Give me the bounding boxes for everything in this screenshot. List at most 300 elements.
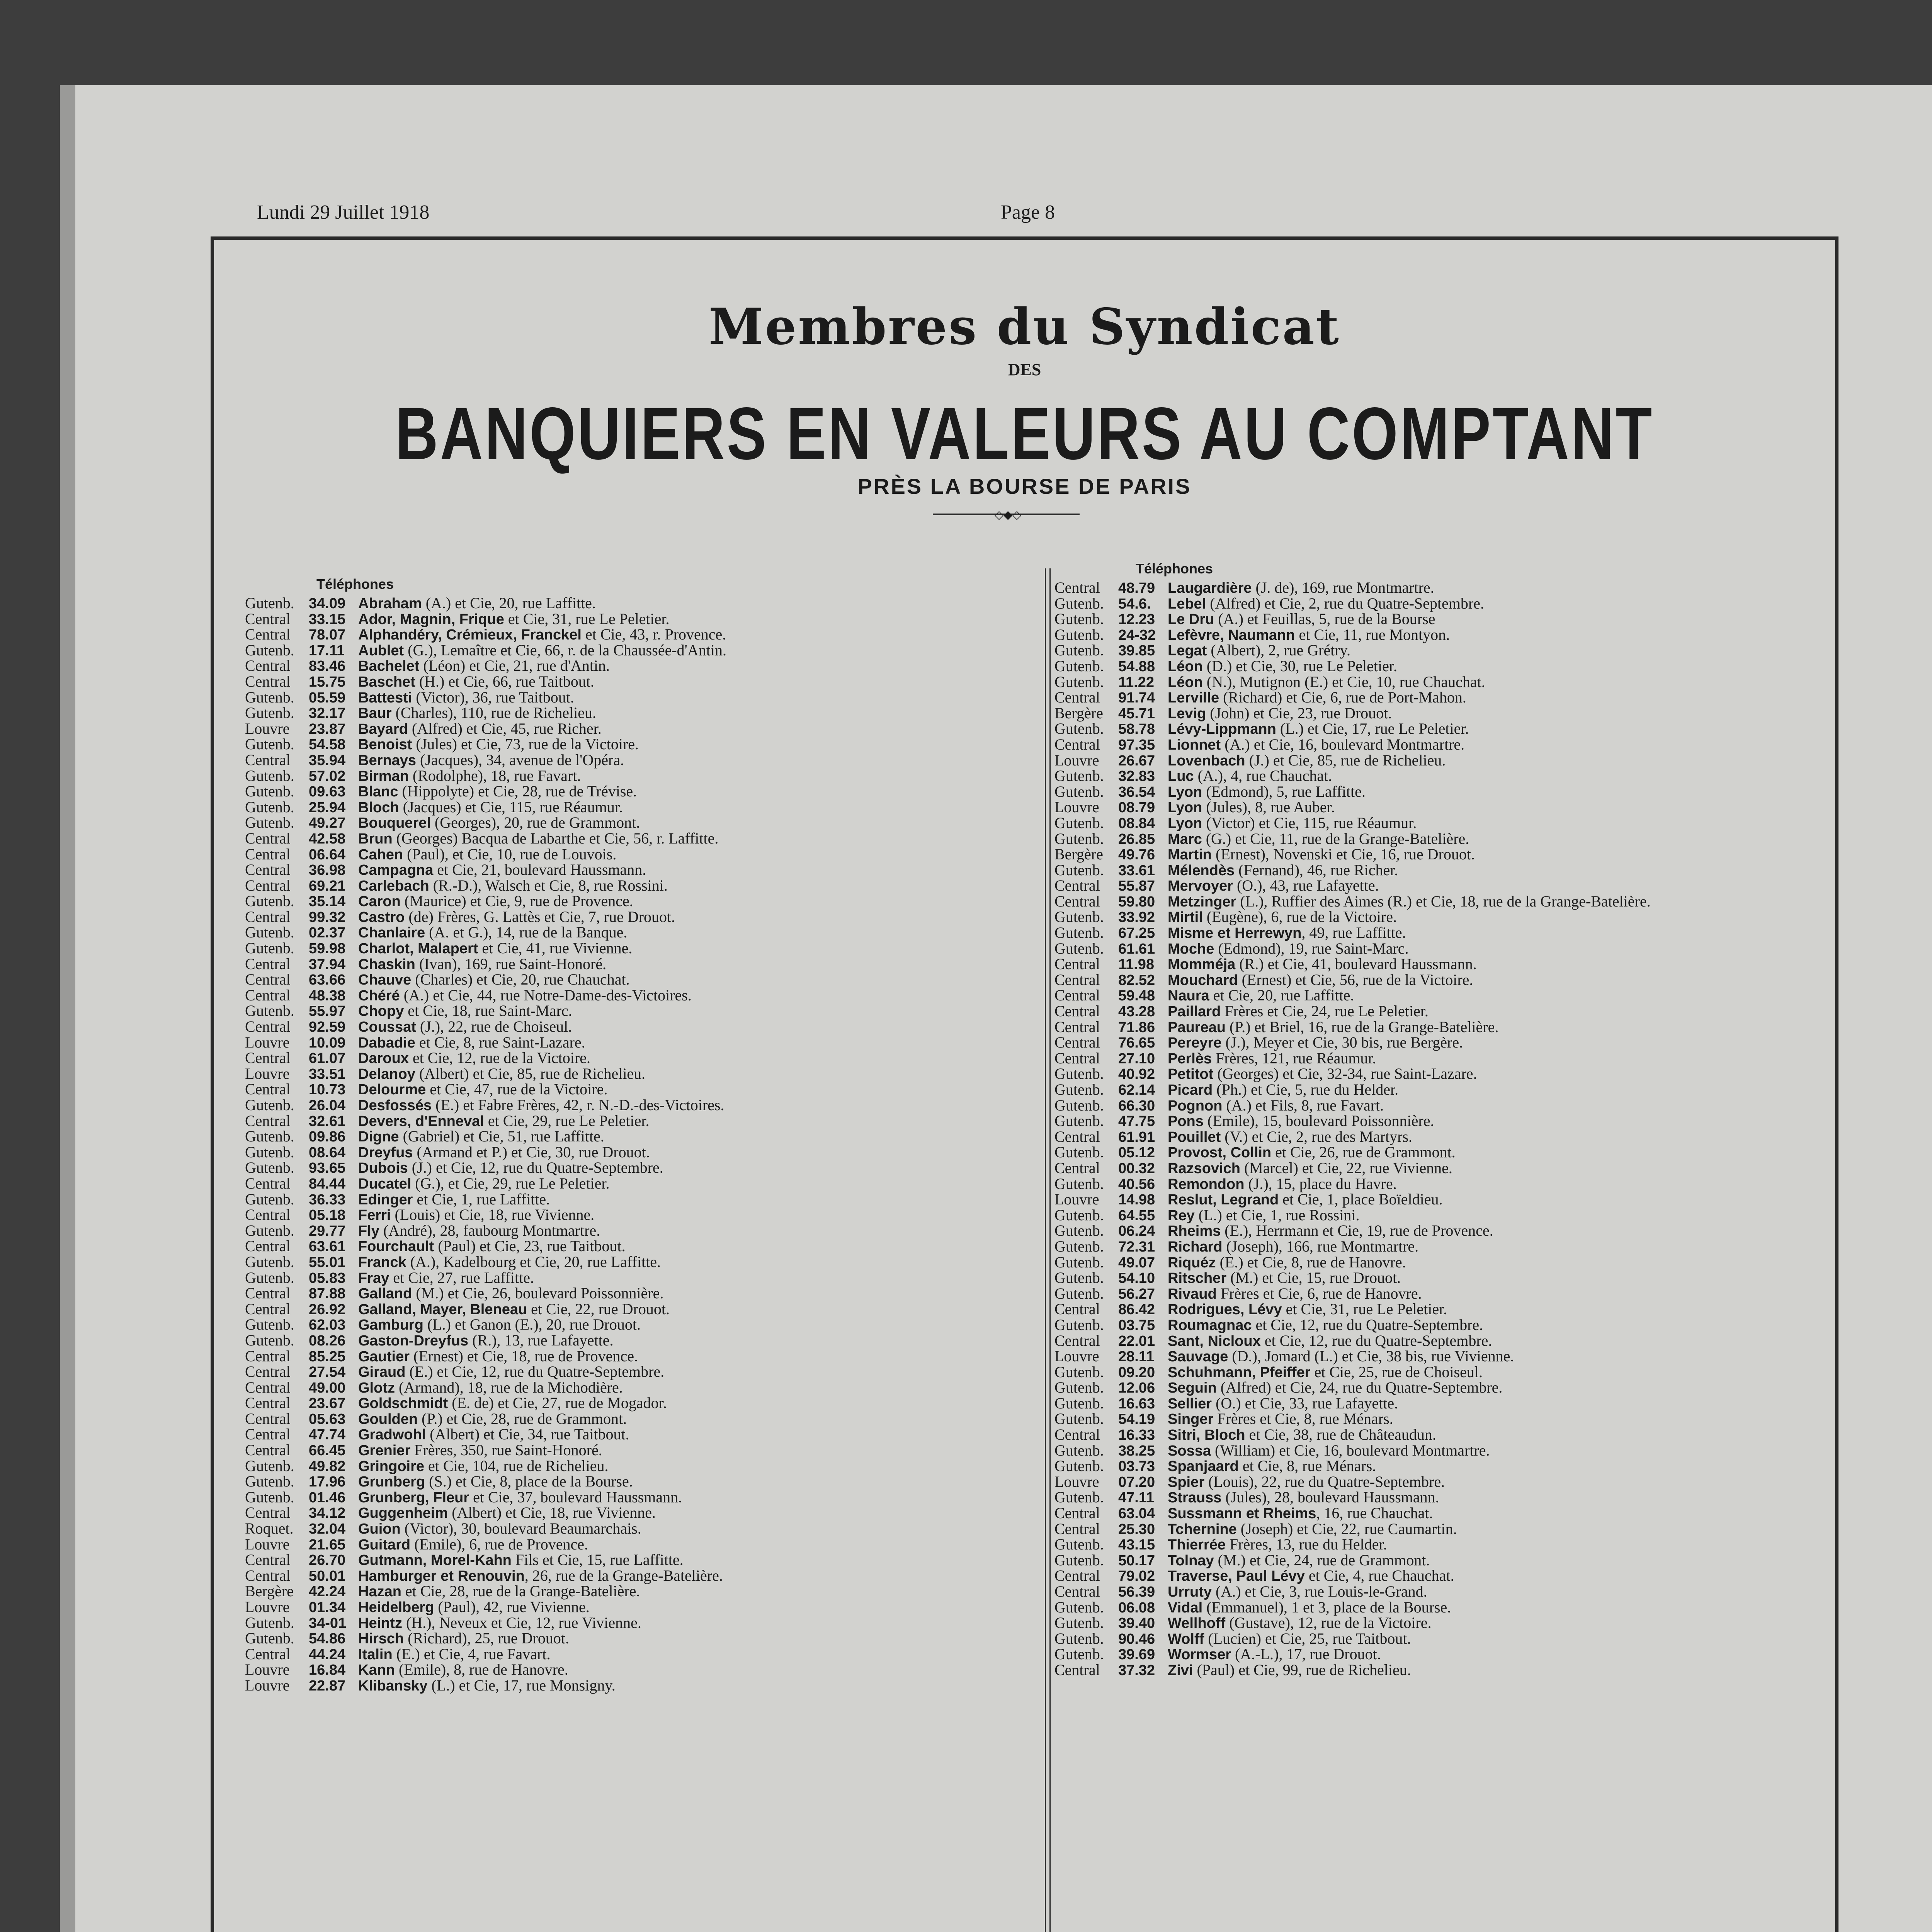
member-row <box>245 1003 1033 1019</box>
phone-number: 08.26 <box>309 1332 346 1349</box>
phone-exchange: Gutenb. <box>245 892 294 910</box>
member-row <box>245 925 1033 940</box>
phone-exchange: Central <box>1054 1049 1100 1067</box>
member-address: (Léon) et Cie, 21, rue d'Antin. <box>419 657 610 675</box>
member-name: Wellhoff <box>1168 1615 1226 1632</box>
phone-number: 55.87 <box>1118 878 1155 895</box>
phone-exchange: Central <box>245 1378 291 1396</box>
phone-exchange: Central <box>245 971 291 988</box>
member-row <box>245 831 1033 847</box>
member-row <box>1054 690 1823 706</box>
member-address: (G.) et Cie, 11, rue de la Grange-Batelière. <box>1202 830 1469 847</box>
member-name: Sant, Nicloux <box>1168 1333 1261 1349</box>
phone-exchange: Central <box>245 1394 291 1412</box>
member-name: Spier <box>1168 1474 1205 1490</box>
phone-number: 06.64 <box>309 846 346 863</box>
member-address: et Cie, 8, rue Saint-Lazare. <box>415 1033 585 1051</box>
phone-exchange: Central <box>245 1049 291 1067</box>
phone-number: 11.22 <box>1118 674 1154 690</box>
member-name: Roumagnac <box>1168 1317 1252 1333</box>
member-address: (Georges), 20, rue de Grammont. <box>430 814 640 832</box>
member-row <box>1054 831 1823 847</box>
member-row <box>245 1631 1033 1646</box>
member-address: et Cie, 29, rue Le Peletier. <box>484 1112 650 1129</box>
member-address: (G.), Lemaître et Cie, 66, r. de la Chaussée-d'Antin. <box>404 641 726 659</box>
phone-number: 36.33 <box>309 1191 346 1208</box>
phone-number: 12.06 <box>1118 1380 1155 1396</box>
member-name: Heintz <box>358 1615 402 1631</box>
phone-exchange: Louvre <box>245 1598 290 1616</box>
phone-number: 03.75 <box>1118 1317 1155 1333</box>
phone-exchange: Central <box>245 1425 291 1443</box>
phone-exchange: Bergère <box>1054 845 1103 863</box>
member-row <box>1054 1584 1823 1600</box>
member-row <box>245 1380 1033 1396</box>
member-name: Mervoyer <box>1168 878 1233 895</box>
member-name: Gringoire <box>358 1458 425 1475</box>
member-address: (L.), Ruffier des Aimes (R.) et Cie, 18, rue de la Grange-Batelière. <box>1236 892 1651 910</box>
phone-number: 63.04 <box>1118 1505 1155 1522</box>
member-row <box>1054 1208 1823 1223</box>
phone-number: 37.94 <box>309 956 346 973</box>
phone-number: 49.07 <box>1118 1254 1155 1271</box>
phone-exchange: Gutenb. <box>245 1190 294 1208</box>
phone-number: 27.54 <box>309 1364 346 1381</box>
member-address: (Albert) et Cie, 34, rue Taitbout. <box>426 1425 629 1443</box>
phone-exchange: Gutenb. <box>1054 1551 1104 1569</box>
member-row <box>245 1192 1033 1208</box>
member-address: , 49, rue Laffitte. <box>1301 924 1406 942</box>
member-name: Goldschmidt <box>358 1395 448 1412</box>
member-name: Battesti <box>358 689 412 706</box>
member-name: Baur <box>358 705 392 722</box>
phone-number: 38.25 <box>1118 1442 1155 1459</box>
member-address: Fils et Cie, 15, rue Laffitte. <box>511 1551 684 1569</box>
member-name: Galland <box>358 1286 412 1302</box>
member-row <box>1054 658 1823 674</box>
phone-exchange: Gutenb. <box>245 939 294 957</box>
member-row <box>1054 925 1823 941</box>
phone-number: 64.55 <box>1118 1207 1155 1224</box>
phone-exchange: Central <box>1054 689 1100 706</box>
member-address: (A.) et Feuillas, 5, rue de la Bourse <box>1214 610 1435 628</box>
phone-number: 17.11 <box>309 642 345 659</box>
phone-exchange: Gutenb. <box>1054 1645 1104 1663</box>
phone-number: 07.20 <box>1118 1474 1155 1490</box>
phone-number: 61.91 <box>1118 1129 1155 1145</box>
phone-exchange: Central <box>245 1441 291 1459</box>
member-name: Dubois <box>358 1160 408 1177</box>
member-row <box>1054 1380 1823 1396</box>
member-name: Lionnet <box>1168 736 1221 753</box>
phone-exchange: Louvre <box>245 1676 290 1694</box>
phone-exchange: Gutenb. <box>1054 814 1104 832</box>
member-address: (Paul), et Cie, 10, rue de Louvois. <box>403 845 617 863</box>
member-row <box>1054 1615 1823 1631</box>
member-address: et Cie, 27, rue Laffitte. <box>389 1269 534 1286</box>
member-name: Chanlaire <box>358 925 425 941</box>
phone-exchange: Gutenb. <box>245 641 294 659</box>
phone-number: 54.86 <box>309 1631 346 1647</box>
member-address: (Armand), 18, rue de la Michodière. <box>395 1378 623 1396</box>
member-row <box>1054 1003 1823 1019</box>
member-row <box>245 1207 1033 1223</box>
member-address: et Cie, 1, rue Laffitte. <box>413 1190 550 1208</box>
member-address: (E.) et Fabre Frères, 42, r. N.-D.-des-Victoires. <box>432 1096 724 1114</box>
member-address: (E.) et Cie, 4, rue Favart. <box>392 1645 551 1663</box>
phone-exchange: Gutenb. <box>1054 1457 1104 1475</box>
member-name: Fray <box>358 1270 389 1286</box>
member-address: (Georges) Bacqua de Labarthe et Cie, 56, r. Laffitte. <box>392 829 719 847</box>
phone-number: 34.12 <box>309 1505 346 1522</box>
phone-number: 24-32 <box>1118 627 1156 643</box>
phone-exchange: Gutenb. <box>245 1096 294 1114</box>
phone-exchange: Central <box>1054 1128 1100 1145</box>
member-row <box>245 1254 1033 1270</box>
member-name: Sossa <box>1168 1442 1211 1459</box>
member-name: Metzinger <box>1168 893 1236 910</box>
member-name: Ador, Magnin, Frique <box>358 611 504 628</box>
phone-exchange: Gutenb. <box>245 594 294 612</box>
title-membres: Membres du Syndicat <box>709 298 1340 356</box>
member-address: (Georges) et Cie, 32-34, rue Saint-Lazare. <box>1213 1065 1477 1083</box>
member-row <box>1054 988 1823 1003</box>
phone-exchange: Central <box>245 1174 291 1192</box>
member-row <box>1054 1568 1823 1584</box>
member-name: Provost, Collin <box>1168 1145 1272 1161</box>
member-name: Zivi <box>1168 1662 1193 1679</box>
member-row <box>1054 1600 1823 1616</box>
member-address: Frères, 121, rue Réaumur. <box>1212 1049 1376 1067</box>
member-address: (Ph.) et Cie, 5, rue du Helder. <box>1213 1081 1399 1098</box>
phone-exchange: Gutenb. <box>1054 1284 1104 1302</box>
running-date: Lundi 29 Juillet 1918 <box>257 201 430 223</box>
member-row <box>1054 815 1823 831</box>
member-name: Schuhmann, Pfeiffer <box>1168 1364 1311 1381</box>
member-address: , 16, rue Chauchat. <box>1316 1504 1433 1522</box>
member-address: (Marcel) et Cie, 22, rue Vivienne. <box>1240 1159 1452 1177</box>
member-address: (A.) et Cie, 16, boulevard Montmartre. <box>1221 735 1465 753</box>
member-address: (E.) et Cie, 12, rue du Quatre-Septembre. <box>405 1363 665 1381</box>
member-name: Guitard <box>358 1536 411 1553</box>
phone-exchange: Central <box>245 610 291 628</box>
member-name: Guggenheim <box>358 1505 448 1522</box>
phone-number: 35.94 <box>309 752 346 769</box>
member-address: Frères, 350, rue Saint-Honoré. <box>410 1441 602 1459</box>
member-address: (Albert) et Cie, 18, rue Vivienne. <box>448 1504 656 1522</box>
member-row <box>1054 737 1823 753</box>
phone-number: 63.61 <box>309 1238 346 1255</box>
phone-number: 01.34 <box>309 1599 346 1616</box>
member-name: Ferri <box>358 1207 391 1224</box>
ornament-rule: ◇◆◇ <box>933 514 1080 515</box>
member-row <box>1054 674 1823 690</box>
member-row <box>1054 1333 1823 1349</box>
member-row <box>245 627 1033 643</box>
phone-exchange: Central <box>245 986 291 1004</box>
phone-number: 34-01 <box>309 1615 347 1631</box>
phone-exchange: Central <box>245 1551 291 1569</box>
phone-number: 92.59 <box>309 1019 346 1036</box>
member-name: Mirtil <box>1168 909 1203 926</box>
phone-number: 87.88 <box>309 1286 346 1302</box>
member-name: Edinger <box>358 1191 413 1208</box>
member-name: Digne <box>358 1129 399 1145</box>
phone-number: 34.09 <box>309 595 346 612</box>
phone-exchange: Louvre <box>1054 751 1099 769</box>
member-name: Sauvage <box>1168 1349 1228 1365</box>
phone-number: 57.02 <box>309 768 346 784</box>
member-address: et Cie, 21, boulevard Haussmann. <box>433 861 646 879</box>
phone-exchange: Gutenb. <box>1054 1598 1104 1616</box>
member-address: (N.), Mutignon (E.) et Cie, 10, rue Chauchat. <box>1202 673 1485 690</box>
member-address: (A.) et Cie, 44, rue Notre-Dame-des-Victoires. <box>400 986 692 1004</box>
phone-exchange: Central <box>245 1112 291 1129</box>
member-name: Razsovich <box>1168 1160 1240 1177</box>
member-name: Reslut, Legrand <box>1168 1192 1279 1208</box>
phone-number: 66.45 <box>309 1442 346 1459</box>
column-divider <box>1049 568 1051 1932</box>
phone-exchange: Gutenb. <box>245 923 294 941</box>
phone-exchange: Central <box>1054 1567 1100 1585</box>
phone-exchange: Central <box>1054 1583 1100 1600</box>
phone-number: 36.54 <box>1118 784 1155 800</box>
phone-number: 21.65 <box>309 1536 346 1553</box>
member-name: Léon <box>1168 658 1203 675</box>
member-name: Aublet <box>358 642 404 659</box>
member-address: (A.), 4, rue Chauchat. <box>1194 767 1332 785</box>
member-name: Pognon <box>1168 1097 1223 1114</box>
column-divider <box>1045 568 1046 1932</box>
phone-exchange: Gutenb. <box>1054 924 1104 942</box>
phone-number: 26.67 <box>1118 752 1155 769</box>
phone-exchange: Gutenb. <box>1054 767 1104 785</box>
member-row <box>1054 706 1823 721</box>
member-row <box>1054 580 1823 596</box>
phone-number: 08.64 <box>309 1144 346 1161</box>
member-row <box>1054 1631 1823 1647</box>
member-name: Spanjaard <box>1168 1458 1239 1475</box>
member-address: (Charles), 110, rue de Richelieu. <box>391 704 597 722</box>
phone-number: 01.46 <box>309 1489 346 1506</box>
phone-number: 32.61 <box>309 1113 346 1129</box>
member-address: (Victor), 30, boulevard Beaumarchais. <box>400 1520 641 1537</box>
member-address: et Cie, 20, rue Laffitte. <box>1209 986 1354 1004</box>
phone-number: 06.08 <box>1118 1599 1155 1616</box>
member-address: (L.) et Ganon (E.), 20, rue Drouot. <box>423 1316 641 1333</box>
phone-number: 83.46 <box>309 658 346 675</box>
phone-number: 17.96 <box>309 1474 346 1490</box>
phone-number: 05.83 <box>309 1270 346 1286</box>
phone-exchange: Gutenb. <box>1054 641 1104 659</box>
phone-exchange: Gutenb. <box>1054 830 1104 847</box>
phone-exchange: Gutenb. <box>1054 1096 1104 1114</box>
member-name: Léon <box>1168 674 1203 690</box>
member-row <box>1054 878 1823 894</box>
phone-exchange: Gutenb. <box>1054 673 1104 690</box>
phone-number: 12.23 <box>1118 611 1155 628</box>
member-name: Rheims <box>1168 1223 1221 1240</box>
phone-number: 47.75 <box>1118 1113 1155 1130</box>
member-address: (J.), 22, rue de Choiseul. <box>416 1018 572 1036</box>
member-name: Lyon <box>1168 815 1202 832</box>
phone-exchange: Central <box>245 672 291 690</box>
phone-exchange: Central <box>245 657 291 675</box>
phone-number: 09.20 <box>1118 1364 1155 1381</box>
member-row <box>245 1066 1033 1082</box>
title-des: DES <box>1008 360 1041 379</box>
member-address: (John) et Cie, 23, rue Drouot. <box>1206 704 1392 722</box>
member-name: Chopy <box>358 1003 404 1020</box>
member-address: (Edmond), 19, rue Saint-Marc. <box>1214 939 1409 957</box>
member-address: (Victor), 36, rue Taitbout. <box>412 688 574 706</box>
member-name: Marc <box>1168 831 1202 847</box>
phone-exchange: Louvre <box>245 1661 290 1679</box>
phone-exchange: Gutenb. <box>1054 1081 1104 1098</box>
member-name: Misme et Herrewyn <box>1168 925 1302 942</box>
member-row <box>245 1646 1033 1662</box>
member-row <box>1054 1129 1823 1145</box>
phone-number: 09.86 <box>309 1129 346 1145</box>
member-row <box>1054 1662 1823 1678</box>
member-address: (M.) et Cie, 15, rue Drouot. <box>1226 1269 1401 1287</box>
phone-number: 54.19 <box>1118 1411 1155 1428</box>
phone-number: 78.07 <box>309 627 346 643</box>
phone-exchange: Louvre <box>245 1535 290 1553</box>
member-name: Sussmann et Rheims <box>1168 1505 1316 1522</box>
phone-exchange: Gutenb. <box>1054 939 1104 957</box>
member-row <box>1054 1396 1823 1412</box>
phone-exchange: Central <box>245 845 291 863</box>
member-name: Blanc <box>358 784 398 800</box>
member-row <box>1054 941 1823 957</box>
phone-exchange: Central <box>245 1018 291 1036</box>
member-row <box>1054 1113 1823 1129</box>
phone-exchange: Central <box>245 829 291 847</box>
phone-exchange: Central <box>1054 986 1100 1004</box>
member-address: Frères et Cie, 8, rue Ménars. <box>1213 1410 1393 1428</box>
member-address: et Cie, 43, r. Provence. <box>581 626 726 643</box>
member-name: Coussat <box>358 1019 416 1036</box>
member-address: (Gabriel) et Cie, 51, rue Laffitte. <box>399 1128 604 1145</box>
member-row <box>245 784 1033 799</box>
phone-exchange: Central <box>1054 1018 1100 1036</box>
member-row <box>245 1662 1033 1678</box>
left-telephone-header: Téléphones <box>316 576 394 592</box>
member-row <box>245 1364 1033 1380</box>
member-address: et Cie, 8, rue Ménars. <box>1238 1457 1376 1475</box>
member-row <box>1054 1145 1823 1160</box>
phone-number: 05.18 <box>309 1207 346 1224</box>
member-address: (E.), Herrmann et Cie, 19, rue de Provence. <box>1221 1222 1493 1240</box>
phone-exchange: Gutenb. <box>1054 908 1104 926</box>
title-banquiers: BANQUIERS EN VALEURS AU COMPTANT <box>395 392 1654 475</box>
member-row <box>245 1176 1033 1192</box>
phone-number: 10.09 <box>309 1034 346 1051</box>
phone-number: 40.56 <box>1118 1176 1155 1192</box>
member-name: Le Dru <box>1168 611 1214 628</box>
member-name: Paillard <box>1168 1003 1221 1020</box>
phone-exchange: Central <box>1054 1661 1100 1679</box>
member-name: Legat <box>1168 643 1207 659</box>
member-name: Glotz <box>358 1379 395 1396</box>
member-address: (J.) et Cie, 12, rue du Quatre-Septembre. <box>408 1159 663 1177</box>
member-name: Devers, d'Enneval <box>358 1113 484 1129</box>
member-address: et Cie, 38, rue de Châteaudun. <box>1245 1426 1436 1444</box>
phone-exchange: Gutenb. <box>1054 1253 1104 1271</box>
member-row <box>1054 643 1823 658</box>
phone-exchange: Gutenb. <box>245 782 294 800</box>
member-row <box>245 1019 1033 1035</box>
phone-exchange: Gutenb. <box>245 798 294 816</box>
member-address: Frères et Cie, 6, rue de Hanovre. <box>1216 1284 1422 1302</box>
member-row <box>1054 784 1823 800</box>
member-row <box>245 690 1033 706</box>
phone-exchange: Gutenb. <box>245 1143 294 1161</box>
member-row <box>1054 1066 1823 1082</box>
phone-exchange: Gutenb. <box>245 1269 294 1286</box>
phone-number: 44.24 <box>309 1646 346 1663</box>
phone-number: 49.00 <box>309 1379 346 1396</box>
member-address: et Cie, 11, rue Montyon. <box>1295 626 1450 643</box>
member-name: Charlot, Malapert <box>358 940 478 957</box>
member-row <box>1054 1349 1823 1364</box>
member-row <box>1054 1443 1823 1459</box>
member-address: (A. et G.), 14, rue de la Banque. <box>425 923 628 941</box>
member-address: et Cie, 18, rue Saint-Marc. <box>404 1002 572 1020</box>
phone-number: 43.28 <box>1118 1003 1155 1020</box>
phone-exchange: Gutenb. <box>245 688 294 706</box>
page-edge-left <box>60 85 75 1932</box>
phone-number: 66.30 <box>1118 1097 1155 1114</box>
phone-number: 47.74 <box>309 1427 346 1443</box>
phone-number: 72.31 <box>1118 1238 1155 1255</box>
member-name: Traverse, Paul Lévy <box>1168 1568 1305 1585</box>
member-row <box>1054 596 1823 612</box>
member-name: Lerville <box>1168 690 1219 706</box>
phone-exchange: Central <box>245 876 291 894</box>
member-address: (Richard) et Cie, 6, rue de Port-Mahon. <box>1219 689 1466 706</box>
member-row <box>245 611 1033 627</box>
member-name: Wolff <box>1168 1631 1204 1647</box>
phone-exchange: Gutenb. <box>1054 1316 1104 1333</box>
member-name: Campagna <box>358 862 434 879</box>
member-name: Picard <box>1168 1082 1213 1098</box>
member-address: (Lucien) et Cie, 25, rue Taitbout. <box>1204 1629 1411 1647</box>
phone-exchange: Gutenb. <box>1054 1441 1104 1459</box>
member-address: et Cie, 47, rue de la Victoire. <box>426 1080 608 1098</box>
phone-number: 84.44 <box>309 1175 346 1192</box>
member-address: (Emmanuel), 1 et 3, place de la Bourse. <box>1202 1598 1451 1616</box>
left-member-list <box>245 595 1033 1694</box>
member-address: (Alfred) et Cie, 24, rue du Quatre-Septembre. <box>1216 1379 1503 1396</box>
phone-number: 26.70 <box>309 1552 346 1569</box>
phone-exchange: Gutenb. <box>1054 1065 1104 1083</box>
phone-exchange: Gutenb. <box>245 1614 294 1631</box>
member-address: (Louis) et Cie, 18, rue Vivienne. <box>391 1206 595 1224</box>
member-name: Wormser <box>1168 1646 1231 1663</box>
phone-number: 22.87 <box>309 1677 346 1694</box>
phone-number: 54.88 <box>1118 658 1155 675</box>
member-name: Lovenbach <box>1168 752 1245 769</box>
member-address: (A.-L.), 17, rue Drouot. <box>1231 1645 1381 1663</box>
phone-number: 45.71 <box>1118 705 1155 722</box>
member-address: (Jules), 28, boulevard Haussmann. <box>1221 1488 1439 1506</box>
member-name: Lyon <box>1168 784 1202 800</box>
member-row <box>245 893 1033 909</box>
phone-number: 27.10 <box>1118 1050 1155 1067</box>
member-address: (R.-D.), Walsch et Cie, 8, rue Rossini. <box>429 876 668 894</box>
